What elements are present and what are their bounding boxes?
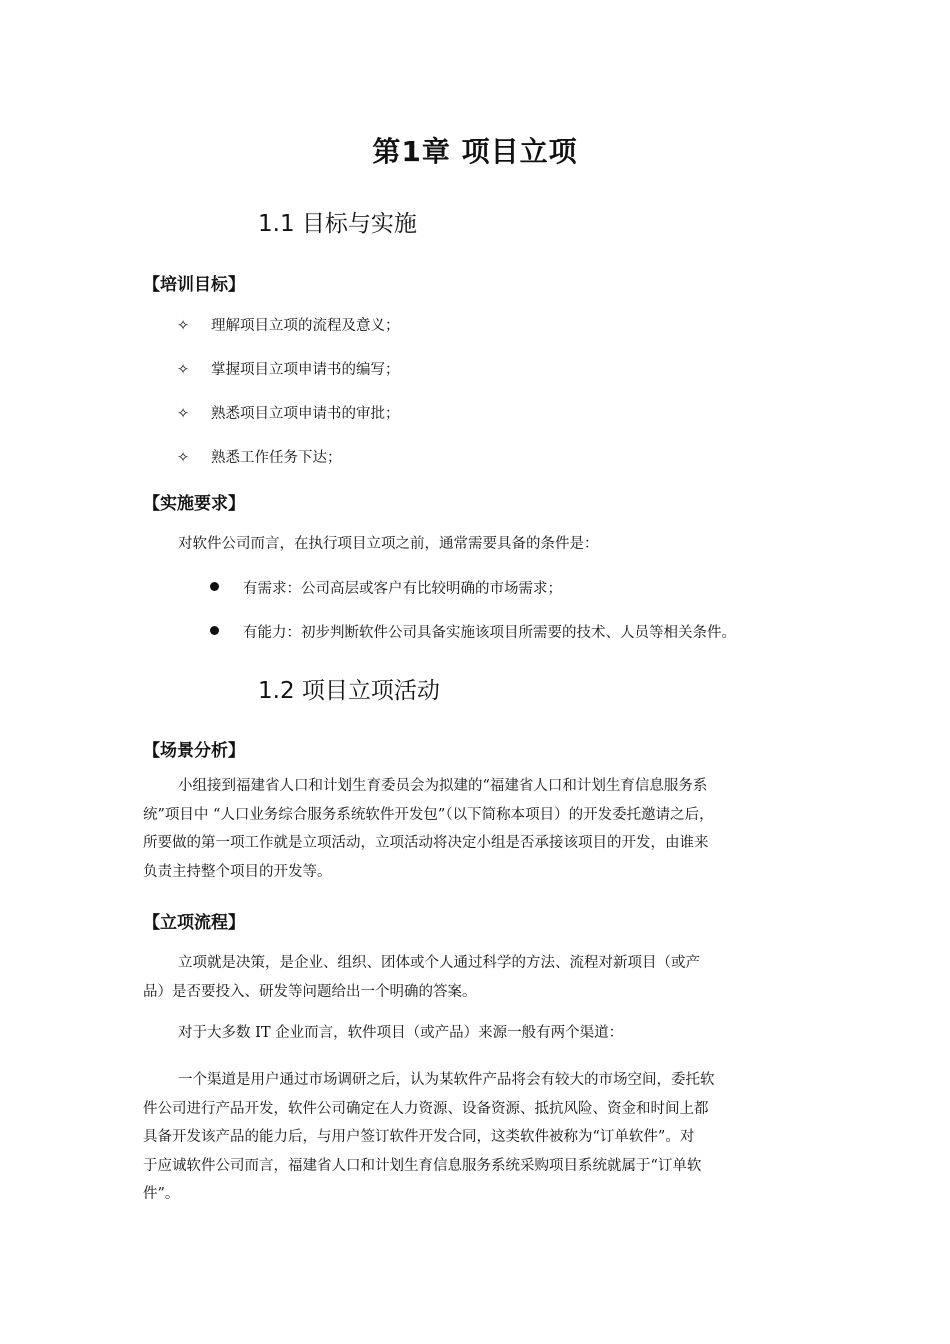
star-bullet-icon: ✧ xyxy=(177,362,190,378)
training-goal-item xyxy=(177,402,400,423)
requirement-item xyxy=(210,577,562,598)
section-title-1-1: 1.1 目标与实施 xyxy=(258,211,417,237)
training-goal-item xyxy=(177,358,400,379)
star-bullet-icon: ✧ xyxy=(177,318,190,334)
requirement-text: 有能力：初步判断软件公司具备实施该项目所需要的技术、人员等相关条件。 xyxy=(243,625,736,641)
training-goal-text: 掌握项目立项申请书的编写； xyxy=(211,362,400,378)
section-title-1-2: 1.2 项目立项活动 xyxy=(258,678,440,704)
requirement-heading: 【实施要求】 xyxy=(143,494,245,514)
requirement-item xyxy=(210,621,736,642)
scene-paragraph: 小组接到福建省人口和计划生育委员会为拟建的“福建省人口和计划生育信息服务系 统”项目中 “人口业务综合服务系统软件开发包”（以下简称本项目）的开发委托邀请之后， 所要做的第一项工作就是立项活动，立项活动将决定小组是否承接该项目的开发，由谁来 负责主持整个项目的开发等。 xyxy=(143,778,714,880)
round-bullet-icon xyxy=(210,626,219,635)
requirement-intro: 对软件公司而言，在执行项目立项之前，通常需要具备的条件是： xyxy=(178,536,599,552)
round-bullet-icon xyxy=(210,582,219,591)
training-goal-heading: 【培训目标】 xyxy=(143,275,245,295)
process-heading: 【立项流程】 xyxy=(143,913,245,933)
process-paragraph-3: 一个渠道是用户通过市场调研之后，认为某软件产品将会有较大的市场空间，委托软 件公司进行产品开发，软件公司确定在人力资源、设备资源、抵抗风险、资金和时间上都 具备开发该产品的能力后，与用户签订软件开发合同，这类软件被称为“订单软件”。对 于应诚软件公司而言，福建省人口和计划生育信息服务系统采购项目系统就属于“订单软 件”。 xyxy=(143,1072,715,1202)
training-goal-text: 理解项目立项的流程及意义； xyxy=(211,318,400,334)
training-goal-item xyxy=(177,314,400,335)
requirement-text: 有需求：公司高层或客户有比较明确的市场需求； xyxy=(243,581,562,597)
process-paragraph-1: 立项就是决策，是企业、组织、团体或个人通过科学的方法、流程对新项目（或产 品）是否要投入、研发等问题给出一个明确的答案。 xyxy=(143,955,700,1000)
scene-heading: 【场景分析】 xyxy=(143,741,245,761)
training-goal-text: 熟悉工作任务下达； xyxy=(211,450,342,466)
training-goal-text: 熟悉项目立项申请书的审批； xyxy=(211,406,400,422)
star-bullet-icon: ✧ xyxy=(177,406,190,422)
chapter-title: 第1章 项目立项 xyxy=(372,135,578,168)
training-goal-item xyxy=(177,446,342,467)
process-paragraph-2: 对于大多数 IT 企业而言，软件项目（或产品）来源一般有两个渠道： xyxy=(178,1025,624,1041)
star-bullet-icon: ✧ xyxy=(177,450,190,466)
